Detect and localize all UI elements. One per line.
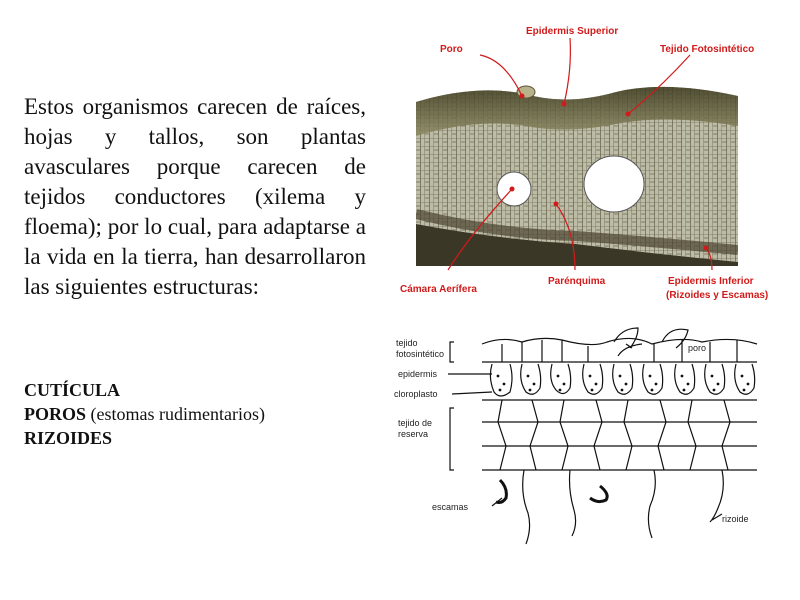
label-epidermis-inferior: Epidermis Inferior [668,276,754,287]
label-tejido-fotosintetico: Tejido Fotosintético [660,44,755,55]
diagram-label-rizoide: rizoide [722,514,749,524]
diagram-label-tejido-fotosintetico [396,338,444,360]
diagram-label-reserva-line2: reserva [398,429,429,439]
label-poro: Poro [440,44,463,55]
term-poros-label: POROS [24,404,87,424]
label-epidermis-superior: Epidermis Superior [526,26,619,37]
term-poros-note: (estomas rudimentarios) [86,404,265,424]
term-cuticula-label: CUTÍCULA [24,380,121,400]
thallus-micrograph [416,74,738,266]
diagram-image [392,318,772,558]
term-rizoides-label: RIZOIDES [24,428,113,448]
structures-list [24,378,265,450]
intro-paragraph: Estos organismos carecen de raíces, hojas y tallos, son plantas avasculares porque carecen de tejidos conductores (xilema y floema); por lo cual, para adaptarse a la vida en la tierra, han desarrollaron las siguientes estructuras: [24,94,366,299]
diagram-label-tejido-line1: tejido [396,338,418,348]
term-poros [24,402,265,426]
diagram-label-escamas: escamas [432,502,469,512]
diagram-label-tejido-de-line1: tejido de [398,418,433,428]
diagram-label-tejido-reserva [398,418,432,440]
diagram-label-cloroplasto: cloroplasto [394,389,438,399]
thallus-diagram [392,318,772,558]
term-rizoides [24,426,265,450]
term-cuticula [24,378,265,402]
diagram-label-fotosintetico-line2: fotosintético [396,349,445,359]
diagram-label-poro: poro [688,343,707,353]
diagram-label-epidermis: epidermis [398,369,438,379]
micrograph-image [416,74,738,266]
label-parenquima: Parénquima [548,276,606,287]
label-camara-aerifera: Cámara Aerífera [400,284,477,295]
label-rizoides-escamas: (Rizoides y Escamas) [666,290,769,301]
